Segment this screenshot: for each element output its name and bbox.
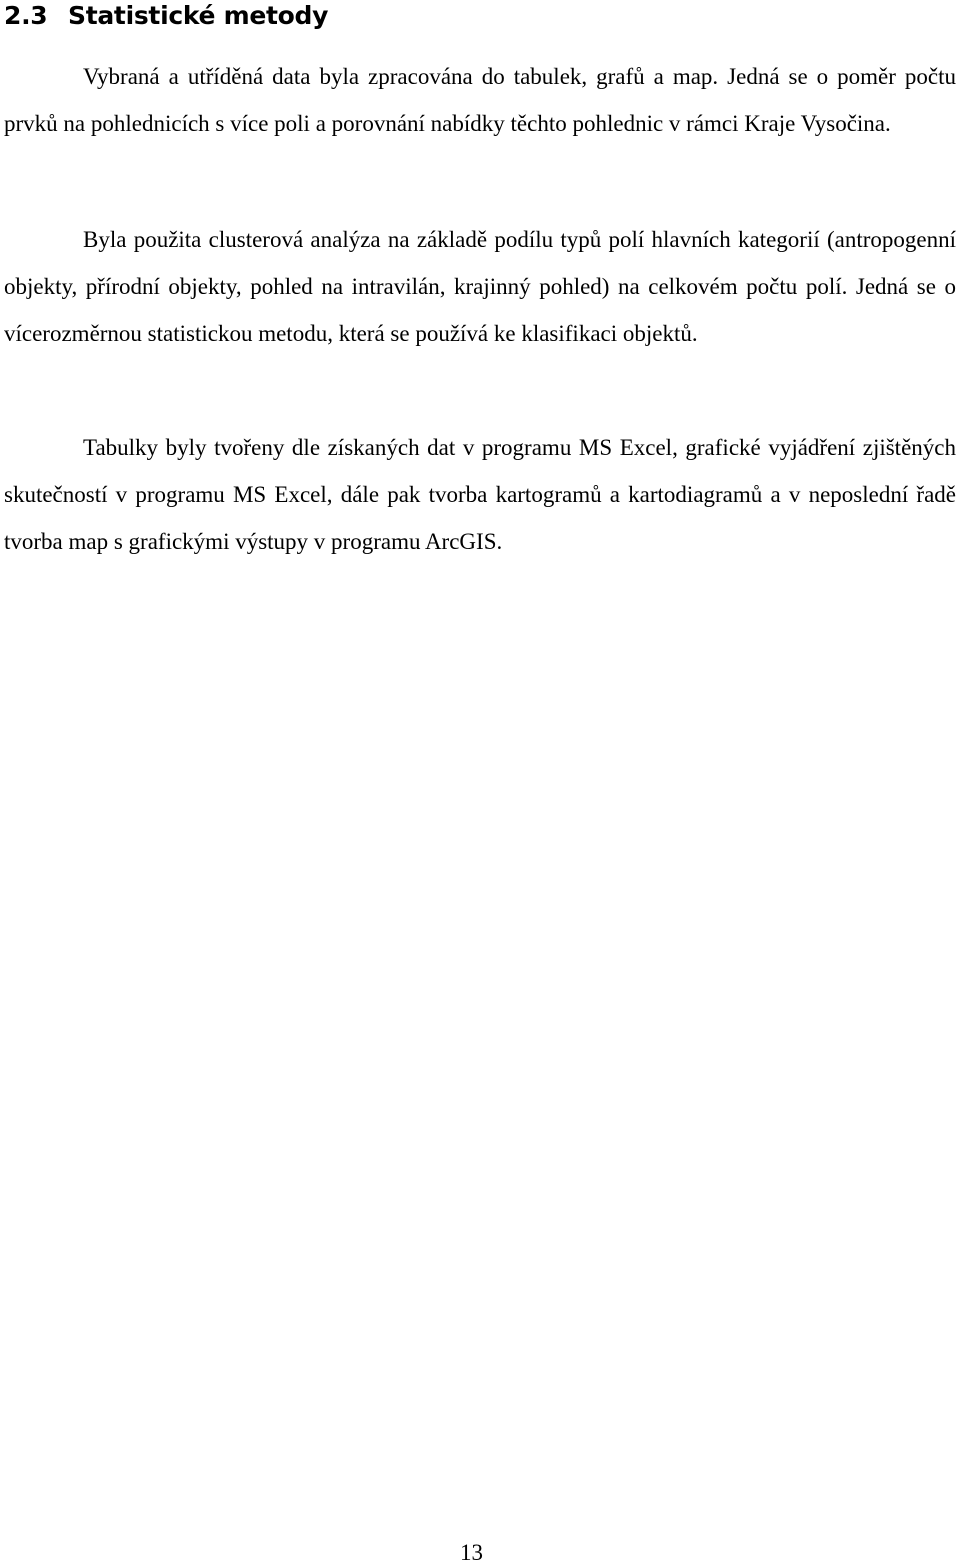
section-title: Statistické metody	[68, 1, 329, 30]
paragraph-data-processing: Vybraná a utříděná data byla zpracována do tabulek, grafů a map. Jedná se o poměr počtu prvků na pohlednicích s více poli a porovnání nabídky těchto pohlednic v rámci Kraje Vysočina.	[4, 64, 956, 136]
section-heading	[4, 0, 328, 32]
page-number: 13	[460, 1540, 483, 1565]
paragraph-cluster-analysis: Byla použita clusterová analýza na základě podílu typů polí hlavních kategorií (antropogenní objekty, přírodní objekty, pohled na intravilán, krajinný pohled) na celkovém počtu polí. Jedná se o vícerozměrnou statistickou metodu, která se používá ke klasifikaci objektů.	[4, 227, 956, 346]
section-number: 2.3	[4, 1, 48, 30]
paragraph-software-tools: Tabulky byly tvořeny dle získaných dat v programu MS Excel, grafické vyjádření zjištěných skutečností v programu MS Excel, dále pak tvorba kartogramů a kartodiagramů a v neposlední řadě tvorba map s grafickými výstupy v programu ArcGIS.	[4, 435, 956, 554]
